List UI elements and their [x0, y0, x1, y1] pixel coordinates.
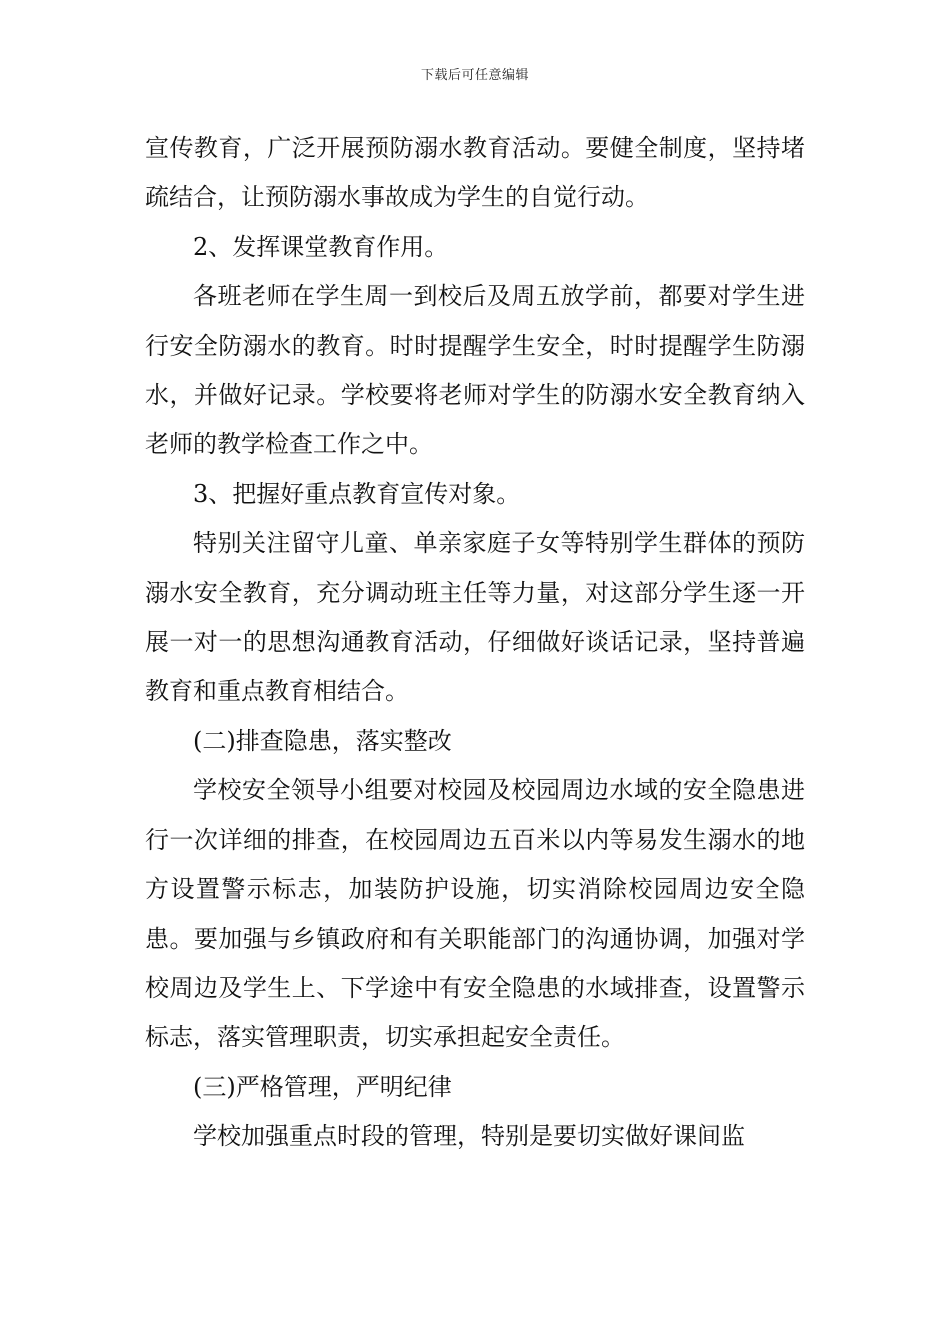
page-header: 下载后可任意编辑: [420, 68, 529, 83]
paragraph-2-heading: 2、发挥课堂教育作用。: [193, 232, 449, 261]
section-heading-3: (三)严格管理，严明纪律: [193, 1072, 452, 1101]
paragraph-3: 各班老师在学生周一到校后及周五放学前，都要对学生进行安全防溺水的教育。时时提醒学生安全，时时提醒学生防溺水，并做好记录。学校要将老师对学生的防溺水安全教育纳入老师的教学检查工作之中。: [145, 282, 805, 459]
document-body: [145, 124, 805, 1162]
paragraph-4-heading: 3、把握好重点教育宣传对象。: [193, 479, 521, 508]
paragraph-5: 特别关注留守儿童、单亲家庭子女等特别学生群体的预防溺水安全教育，充分调动班主任等力量，对这部分学生逐一开展一对一的思想沟通教育活动，仔细做好谈话记录，坚持普遍教育和重点教育相结合。: [145, 529, 805, 706]
paragraph-9: 学校加强重点时段的管理，特别是要切实做好课间监: [193, 1122, 745, 1151]
paragraph-7: 学校安全领导小组要对校园及校园周边水域的安全隐患进行一次详细的排查，在校园周边五百米以内等易发生溺水的地方设置警示标志，加装防护设施，切实消除校园周边安全隐患。要加强与乡镇政府和有关职能部门的沟通协调，加强对学校周边及学生上、下学途中有安全隐患的水域排查，设置警示标志，落实管理职责，切实承担起安全责任。: [145, 776, 805, 1052]
section-heading-2: (二)排查隐患，落实整改: [193, 726, 452, 755]
paragraph-1: 宣传教育，广泛开展预防溺水教育活动。要健全制度，坚持堵疏结合，让预防溺水事故成为学生的自觉行动。: [145, 134, 805, 212]
